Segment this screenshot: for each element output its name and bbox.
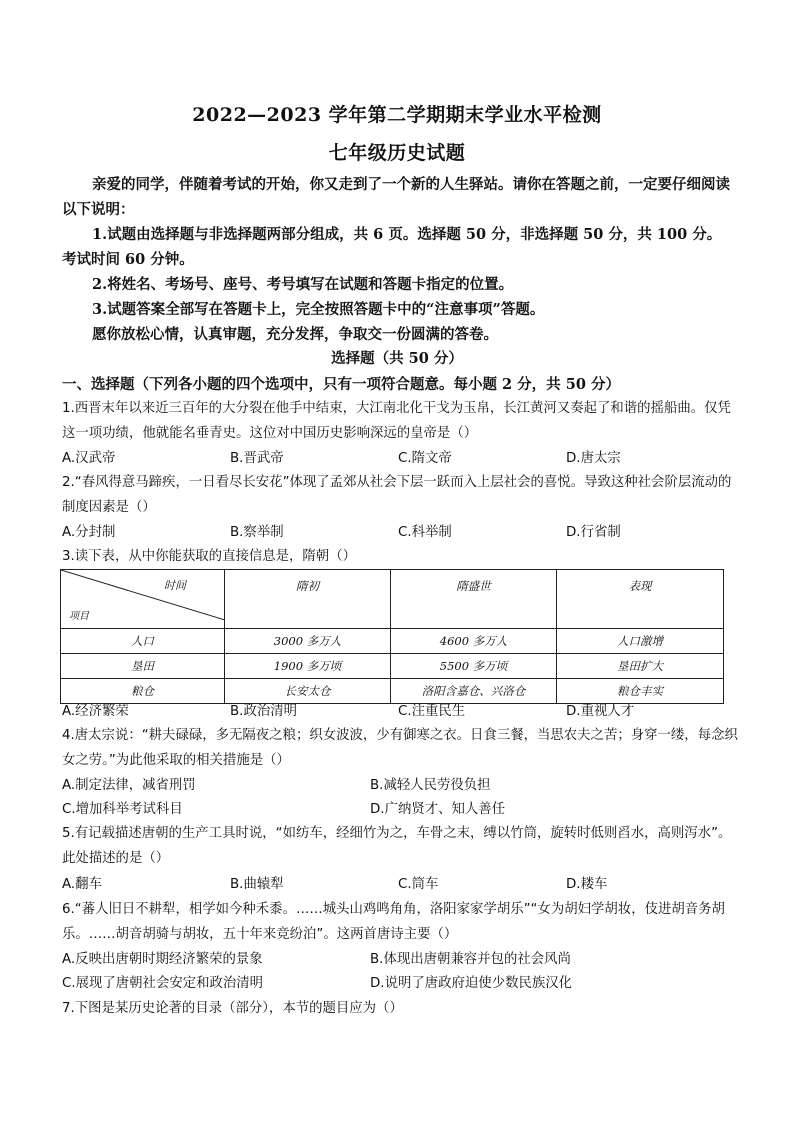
question-6-options-row-1 (62, 948, 738, 972)
table-cell: 垦田扩大 (557, 654, 724, 679)
option-d[interactable]: D.重视人才 (566, 704, 635, 719)
question-stem: 6.“蕃人旧日不耕犁，相学如今种禾黍。……城头山鸡鸣角角，洛阳家家学胡乐”“女为胡妇学胡妆，伎进胡音务胡乐。……胡音胡骑与胡妆，五十年来竞纷泊”。这两首唐诗主要（） (62, 902, 725, 942)
question-5-options (62, 873, 738, 897)
table-row (61, 654, 724, 679)
question-3 (62, 545, 738, 570)
question-1 (62, 397, 738, 446)
table-cell: 4600 多万人 (391, 629, 557, 654)
question-7 (62, 997, 738, 1022)
question-stem: 2.“春风得意马蹄疾，一日看尽长安花”体现了孟郊从社会下层一跃而入上层社会的喜悦。导致这种社会阶层流动的制度因素是（） (62, 475, 732, 515)
option-b[interactable]: B.曲辕犁 (230, 877, 284, 892)
corner-label-time: 时间 (164, 579, 186, 592)
option-c[interactable]: C.筒车 (398, 877, 439, 892)
option-d[interactable]: D.行省制 (566, 525, 621, 540)
option-c[interactable]: C.科举制 (398, 525, 452, 540)
question-2-options (62, 521, 738, 545)
table-corner-cell (61, 570, 225, 629)
corner-label-item: 项目 (69, 611, 89, 622)
question-4-options-row-2 (62, 798, 738, 822)
question-stem: 1.西晋末年以来近三百年的大分裂在他手中结束，大江南北化干戈为玉帛，长江黄河又奏起了和谐的摇船曲。仅凭这一项功绩，他就能名垂青史。这位对中国历史影响深远的皇帝是（） (62, 401, 731, 441)
instructions-item-1: 1.试题由选择题与非选择题两部分组成，共 6 页。选择题 50 分，非选择题 50 分，共 100 分。考试时间 60 分钟。 (62, 226, 722, 268)
instructions-item-3: 3.试题答案全部写在答题卡上，完全按照答题卡中的“注意事项”答题。 (92, 301, 545, 318)
question-stem: 4.唐太宗说：“耕夫碌碌，多无隔夜之粮；织女波波，少有御寒之衣。日食三餐，当思农夫之苦；身穿一缕，每念织女之劳。”为此他采取的相关措施是（） (62, 728, 738, 768)
table-cell: 粮仓 (61, 679, 225, 704)
section-title: 选择题（共 50 分） (331, 350, 463, 367)
exam-title: 2022—2023 学年第二学期期末学业水平检测 (192, 104, 602, 126)
option-c[interactable]: C.增加科举考试科目 (62, 802, 183, 817)
table-cell: 长安太仓 (225, 679, 391, 704)
option-c[interactable]: C.隋文帝 (398, 451, 452, 466)
option-c[interactable]: C.展现了唐朝社会安定和政治清明 (62, 976, 264, 991)
option-a[interactable]: A.分封制 (62, 525, 116, 540)
option-b[interactable]: B.政治清明 (230, 704, 298, 719)
question-4 (62, 724, 738, 773)
table-cell: 人口激增 (557, 629, 724, 654)
table-header-row (61, 570, 724, 629)
table-cell: 3000 多万人 (225, 629, 391, 654)
option-a[interactable]: A.翻车 (62, 877, 102, 892)
option-d[interactable]: D.说明了唐政府迫使少数民族汉化 (370, 976, 573, 991)
option-d[interactable]: D.唐太宗 (566, 451, 621, 466)
option-a[interactable]: A.反映出唐朝时期经济繁荣的景象 (62, 952, 263, 967)
table-cell: 人口 (61, 629, 225, 654)
table-header-cell: 隋初 (225, 570, 391, 629)
question-stem: 3.读下表，从中你能获取的直接信息是，隋朝（） (62, 549, 356, 564)
table-cell: 1900 多万顷 (225, 654, 391, 679)
option-b[interactable]: B.察举制 (230, 525, 284, 540)
option-b[interactable]: B.晋武帝 (230, 451, 284, 466)
table-cell: 5500 多万顷 (391, 654, 557, 679)
option-a[interactable]: A.制定法律，减省刑罚 (62, 778, 196, 793)
option-c[interactable]: C.注重民生 (398, 704, 466, 719)
option-a[interactable]: A.经济繁荣 (62, 704, 129, 719)
option-a[interactable]: A.汉武帝 (62, 451, 116, 466)
table-header-cell: 隋盛世 (391, 570, 557, 629)
table-row (61, 629, 724, 654)
option-b[interactable]: B.减轻人民劳役负担 (370, 778, 491, 793)
exam-subtitle: 七年级历史试题 (328, 142, 466, 164)
question-stem: 7.下图是某历史论著的目录（部分），本节的题目应为（） (62, 1001, 403, 1016)
question-stem: 5.有记载描述唐朝的生产工具时说，“如纺车，经细竹为之，车骨之末，缚以竹筒，旋转时低则舀水，高则泻水”。此处描述的是（） (62, 826, 732, 866)
table-cell: 洛阳含嘉仓、兴洛仓 (391, 679, 557, 704)
question-6 (62, 898, 738, 947)
instructions-wish: 愿你放松心情，认真审题，充分发挥，争取交一份圆满的答卷。 (92, 326, 498, 343)
question-3-options (62, 700, 738, 724)
instructions (62, 172, 734, 347)
option-d[interactable]: D.耧车 (566, 877, 608, 892)
question-6-options-row-2 (62, 972, 738, 996)
sui-data-table (60, 569, 724, 704)
question-2 (62, 471, 738, 520)
table-cell: 粮仓丰实 (557, 679, 724, 704)
instructions-greeting: 亲爱的同学，伴随着考试的开始，你又走到了一个新的人生驿站。请你在答题之前，一定要仔细阅读以下说明： (62, 176, 730, 218)
question-5 (62, 822, 738, 871)
instructions-item-2: 2.将姓名、考场号、座号、考号填写在试题和答题卡指定的位置。 (92, 276, 514, 293)
option-d[interactable]: D.广纳贤才、知人善任 (370, 802, 506, 817)
part-title: 一、选择题（下列各小题的四个选项中，只有一项符合题意。每小题 2 分，共 50 分） (62, 376, 620, 393)
question-4-options-row-1 (62, 774, 738, 798)
option-b[interactable]: B.体现出唐朝兼容并包的社会风尚 (370, 952, 571, 967)
question-1-options (62, 447, 738, 471)
table-cell: 垦田 (61, 654, 225, 679)
table-header-cell: 表现 (557, 570, 724, 629)
